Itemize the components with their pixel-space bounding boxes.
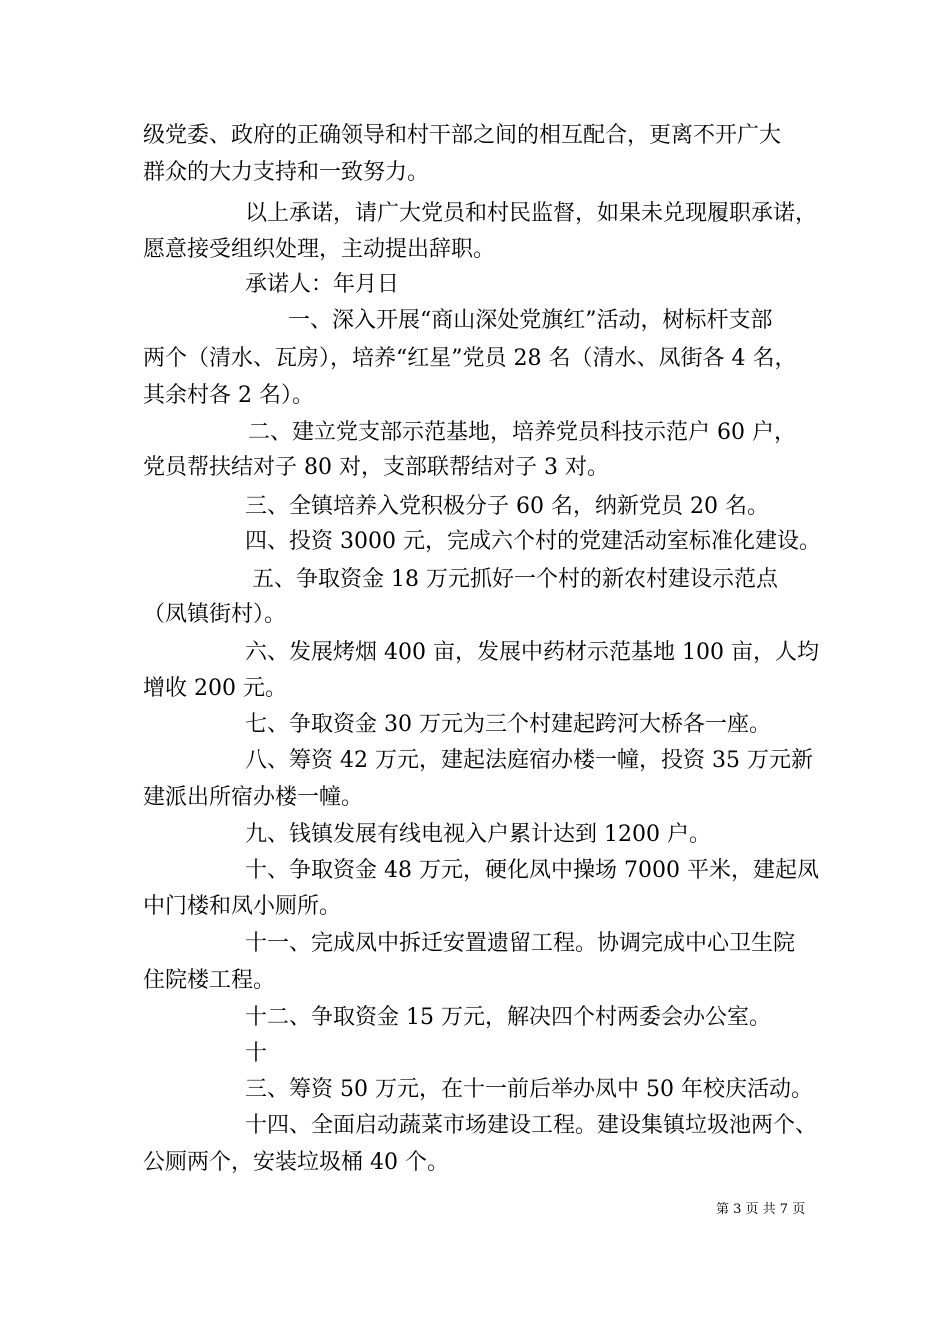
paragraph-line: 两个（清水、瓦房），培养“红星”党员 28 名（清水、凤街各 4 名， bbox=[143, 346, 797, 371]
signature-line: 承诺人：年月日 bbox=[245, 272, 400, 297]
paragraph-line: 十一、完成凤中拆迁安置遗留工程。协调完成中心卫生院 bbox=[245, 931, 796, 956]
paragraph-line: 级党委、政府的正确领导和村干部之间的相互配合，更离不开广大 bbox=[143, 123, 782, 148]
paragraph-line: 九、钱镇发展有线电视入户累计达到 1200 户。 bbox=[245, 822, 711, 847]
paragraph-line: 二、建立党支部示范基地，培养党员科技示范户 60 户， bbox=[248, 420, 796, 445]
paragraph-line: 十 bbox=[245, 1041, 268, 1066]
paragraph-line: 三、全镇培养入党积极分子 60 名，纳新党员 20 名。 bbox=[245, 494, 769, 519]
paragraph-line: 党员帮扶结对子 80 对，支部联帮结对子 3 对。 bbox=[143, 455, 609, 480]
paragraph-line: 三、筹资 50 万元，在十一前后举办凤中 50 年校庆活动。 bbox=[245, 1077, 813, 1102]
paragraph-line: 一、深入开展“商山深处党旗红”活动，树标杆支部 bbox=[288, 308, 773, 333]
paragraph-line: 愿意接受组织处理，主动提出辞职。 bbox=[143, 237, 496, 262]
paragraph-line: 公厕两个，安装垃圾桶 40 个。 bbox=[143, 1150, 449, 1175]
paragraph-line: 其余村各 2 名）。 bbox=[143, 383, 314, 408]
paragraph-line: 增收 200 元。 bbox=[143, 676, 287, 701]
paragraph-line: 十四、全面启动蔬菜市场建设工程。建设集镇垃圾池两个、 bbox=[245, 1113, 818, 1138]
paragraph-line: 五、争取资金 18 万元抓好一个村的新农村建设示范点 bbox=[252, 567, 778, 592]
paragraph-line: 十、争取资金 48 万元，硬化凤中操场 7000 平米，建起凤 bbox=[245, 858, 819, 883]
paragraph-line: 以上承诺，请广大党员和村民监督，如果未兑现履职承诺， bbox=[245, 201, 818, 226]
paragraph-line: 六、发展烤烟 400 亩，发展中药材示范基地 100 亩，人均 bbox=[245, 640, 819, 665]
paragraph-line: 八、筹资 42 万元，建起法庭宿办楼一幢，投资 35 万元新 bbox=[245, 748, 813, 773]
paragraph-line: 住院楼工程。 bbox=[143, 968, 276, 993]
paragraph-line: 十二、争取资金 15 万元，解决四个村两委会办公室。 bbox=[245, 1005, 771, 1030]
page-number: 第 3 页 共 7 页 bbox=[716, 1202, 806, 1217]
paragraph-line: 四、投资 3000 元，完成六个村的党建活动室标准化建设。 bbox=[245, 529, 821, 554]
paragraph-line: （凤镇街村）。 bbox=[143, 602, 287, 627]
paragraph-line: 建派出所宿办楼一幢。 bbox=[143, 785, 364, 810]
paragraph-line: 群众的大力支持和一致努力。 bbox=[143, 160, 430, 185]
paragraph-line: 中门楼和凤小厕所。 bbox=[143, 894, 342, 919]
paragraph-line: 七、争取资金 30 万元为三个村建起跨河大桥各一座。 bbox=[245, 712, 771, 737]
